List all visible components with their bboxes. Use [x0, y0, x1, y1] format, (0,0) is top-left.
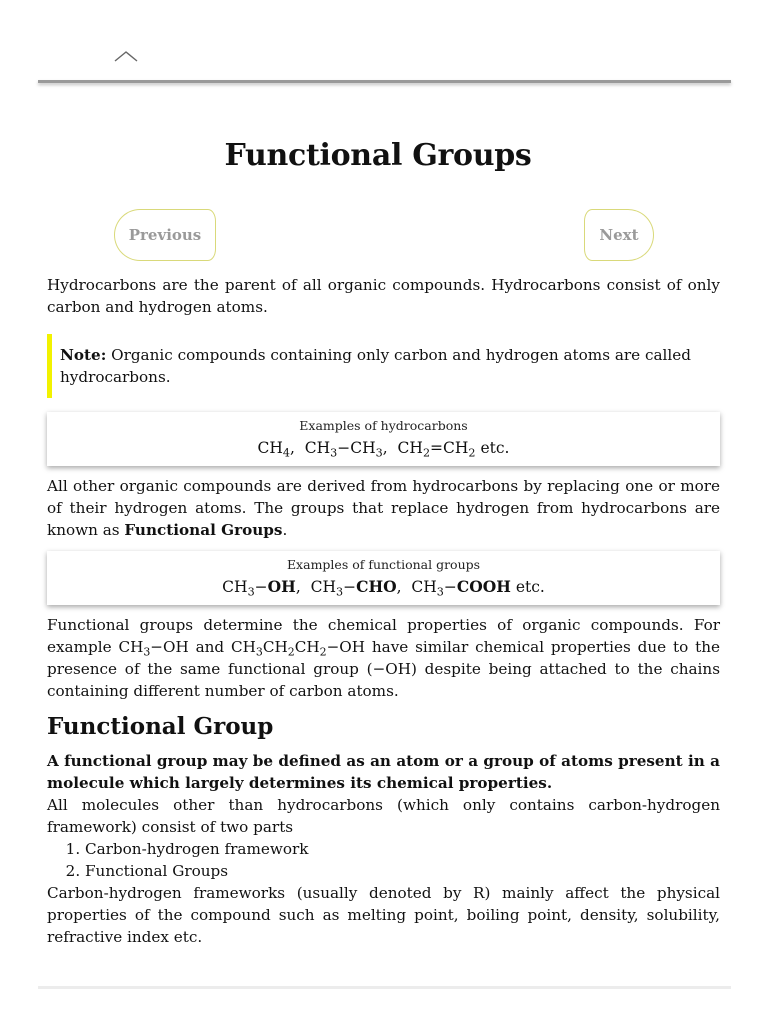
functional-group-formulas: $CH_3-OH$, $CH_3-CHO$, $CH_3-COOH$ etc.	[222, 577, 545, 599]
section-heading: Functional Group	[47, 713, 274, 740]
parts-intro-paragraph: All molecules other than hydrocarbons (which only contains carbon-hydrogen framework) consist of two parts	[47, 796, 720, 836]
parts-list	[47, 838, 720, 882]
list-item: 1. Carbon-hydrogen framework	[85, 838, 720, 860]
list-item: 2. Functional Groups	[85, 860, 720, 882]
top-bar	[0, 0, 768, 84]
note-text: Organic compounds containing only carbon and hydrogen atoms are called hydrocarbons.	[60, 346, 691, 386]
footer-divider	[38, 986, 731, 989]
formula-ethane: $CH_3-CH_3$	[304, 439, 383, 460]
article-body	[47, 274, 720, 948]
next-button[interactable]: Next	[584, 209, 654, 261]
chevron-up-icon[interactable]	[114, 48, 138, 62]
formula-etc: etc.	[480, 439, 510, 457]
formula-methanol: $CH_3-OH$	[222, 577, 296, 599]
formula-ethanoic-acid: $CH_3-COOH$	[411, 577, 511, 599]
intro-paragraph: Hydrocarbons are the parent of all organic compounds. Hydrocarbons consist of only carbon and hydrogen atoms.	[47, 276, 720, 316]
header-divider	[38, 80, 731, 83]
definition-paragraph: A functional group may be defined as an atom or a group of atoms present in a molecule which largely determines its chemical properties.	[47, 752, 720, 792]
page-title: Functional Groups	[224, 138, 532, 173]
previous-button[interactable]: Previous	[114, 209, 216, 261]
formula-ethanal: $CH_3-CHO$	[310, 577, 397, 599]
functional-groups-term: Functional Groups	[124, 521, 283, 539]
derived-paragraph: All other organic compounds are derived from hydrocarbons by replacing one or more of their hydrogen atoms. The groups that replace hydrogen from hydrocarbons are known as Functional Groups.	[47, 477, 720, 539]
formula-methane: $CH_4$	[257, 439, 290, 460]
formula-ethene: $CH_2=CH_2$	[397, 439, 476, 460]
hydrocarbon-examples-title: Examples of hydrocarbons	[299, 418, 468, 433]
hydrocarbon-formulas: $CH_4$, $CH_3-CH_3$, $CH_2=CH_2$ etc.	[257, 439, 510, 460]
functional-group-examples-box	[47, 551, 720, 605]
formula-etc: etc.	[515, 578, 545, 596]
hydrocarbon-examples-box	[47, 412, 720, 466]
note-label: Note:	[60, 346, 107, 364]
framework-paragraph: Carbon-hydrogen frameworks (usually denoted by R) mainly affect the physical properties of the compound such as melting point, boiling point, density, solubility, refractive index etc.	[47, 884, 720, 946]
properties-paragraph: Functional groups determine the chemical properties of organic compounds. For example $CH_3-OH$ and $CH_3CH_2CH_2-OH$ have similar chemical properties due to the presence of the same functional group (−OH) despite being attached to the chains containing different number of carbon atoms.	[47, 616, 721, 700]
functional-group-examples-title: Examples of functional groups	[286, 557, 481, 572]
note-callout	[47, 334, 720, 398]
